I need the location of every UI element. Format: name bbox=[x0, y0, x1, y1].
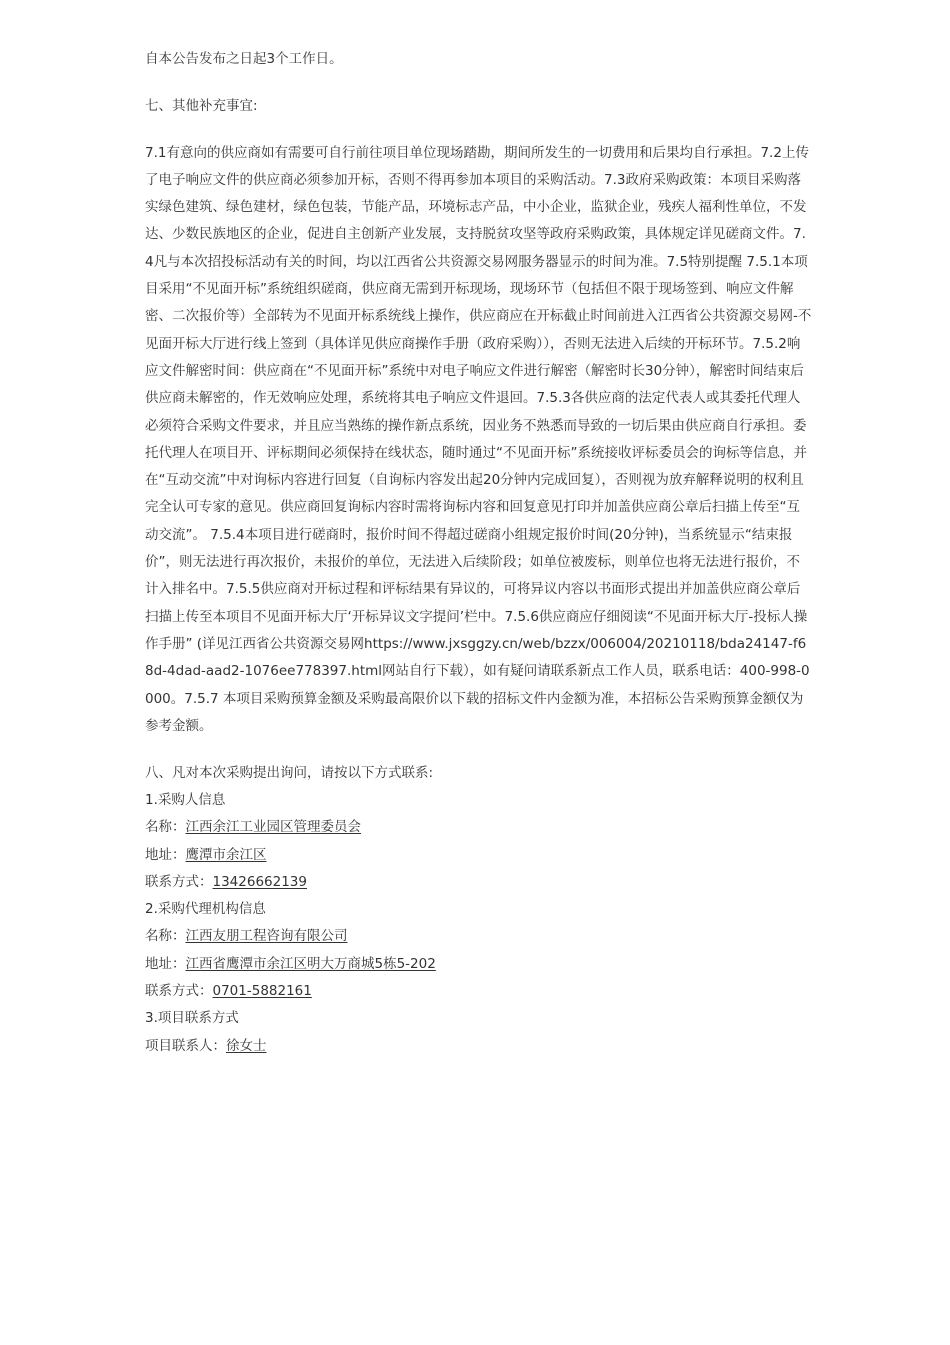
agency-heading: 2.采购代理机构信息 bbox=[145, 901, 266, 918]
project-contact-value: 徐女士 bbox=[226, 1037, 267, 1054]
purchaser-address-label: 地址： bbox=[145, 846, 186, 863]
project-contact-label: 项目联系人： bbox=[145, 1037, 226, 1054]
section-7-heading: 七、其他补充事宜: bbox=[145, 97, 258, 114]
project-contact-row bbox=[145, 1033, 813, 1060]
purchaser-contact-value: 13426662139 bbox=[212, 873, 307, 890]
agency-address-value: 江西省鹰潭市余江区明大万商城5栋5-202 bbox=[185, 955, 436, 972]
agency-address-row bbox=[145, 951, 813, 978]
agency-contact-row bbox=[145, 978, 813, 1005]
agency-contact-label: 联系方式： bbox=[145, 983, 213, 999]
purchaser-name-value: 江西余江工业园区管理委员会 bbox=[185, 819, 361, 836]
deadline-paragraph: 自本公告发布之日起3个工作日。 bbox=[145, 51, 343, 67]
agency-name-value: 江西友朋工程咨询有限公司 bbox=[185, 928, 348, 945]
purchaser-name-label: 名称： bbox=[145, 819, 186, 836]
agency-name-label: 名称： bbox=[145, 928, 186, 945]
purchaser-name-row bbox=[145, 814, 813, 841]
purchaser-address-value: 鹰潭市余江区 bbox=[185, 846, 267, 863]
purchaser-heading: 1.采购人信息 bbox=[145, 791, 226, 808]
purchaser-address-row bbox=[145, 842, 813, 869]
agency-address-label: 地址： bbox=[145, 955, 186, 972]
purchaser-contact-label: 联系方式： bbox=[145, 873, 213, 890]
agency-contact-value: 0701-5882161 bbox=[212, 983, 312, 999]
document-body bbox=[145, 46, 813, 1060]
agency-name-row bbox=[145, 923, 813, 950]
section-7-body: 7.1有意向的供应商如有需要可自行前往项目单位现场踏勘，期间所发生的一切费用和后果均自行承担。7.2上传了电子响应文件的供应商必须参加开标，否则不得再参加本项目的采购活动。7.3政府采购政策：本项目采购落实绿色建筑、绿色建材，绿色包装，节能产品，环境标志产品，中小企业，监狱企业，残疾人福利性单位，不发达、少数民族地区的企业，促进自主创新产业发展，支持脱贫攻坚等政府采购政策，具体规定详见磋商文件。7.4凡与本次招投标活动有关的时间，均以江西省公共资源交易网服务器显示的时间为准。7.5特别提醒 7.5.1本项目采用“不见面开标”系统组织磋商，供应商无需到开标现场，现场环节（包括但不限于现场签到、响应文件解密、二次报价等）全部转为不见面开标系统线上操作，供应商应在开标截止时间前进入江西省公共资源交易网-不见面开标大厅进行线上签到（具体详见供应商操作手册（政府采购）），否则无法进入后续的开标环节。7.5.2响应文件解密时间：供应商在“不见面开标”系统中对电子响应文件进行解密（解密时长30分钟），解密时间结束后供应商未解密的，作无效响应处理，系统将其电子响应文件退回。7.5.3各供应商的法定代表人或其委托代理人必须符合采购文件要求，并且应当熟练的操作新点系统，因业务不熟悉而导致的一切后果由供应商自行承担。委托代理人在项目开、评标期间必须保持在线状态，随时通过“不见面开标”系统接收评标委员会的询标等信息，并在“互动交流”中对询标内容进行回复（自询标内容发出起20分钟内完成回复），否则视为放弃解释说明的权利且完全认可专家的意见。供应商回复询标内容时需将询标内容和回复意见打印并加盖供应商公章后扫描上传至“互动交流”。 7.5.4本项目进行磋商时，报价时间不得超过磋商小组规定报价时间(20分钟)，当系统显示“结束报价”，则无法进行再次报价，未报价的单位，无法进入后续阶段；如单位被废标，则单位也将无法进行报价，不计入排名中。7.5.5供应商对开标过程和评标结果有异议的，可将异议内容以书面形式提出并加盖供应商公章后扫描上传至本项目不见面开标大厅‘开标异议文字提问’栏中。7.5.6供应商应仔细阅读“不见面开标大厅-投标人操作手册” (详见江西省公共资源交易网https://www.jxsggzy.cn/web/bzzx/006004/20210118/bda24147-f68d-4dad-aad2-1076ee778397.html网站自行下载），如有疑问请联系新点工作人员，联系电话：400-998-0000。7.5.7 本项目采购预算金额及采购最高限价以下载的招标文件内金额为准，本招标公告采购预算金额仅为参考金额。 bbox=[145, 144, 812, 734]
purchaser-contact-row bbox=[145, 869, 813, 896]
section-8-heading: 八、凡对本次采购提出询问，请按以下方式联系: bbox=[145, 764, 434, 781]
project-heading: 3.项目联系方式 bbox=[145, 1010, 239, 1027]
